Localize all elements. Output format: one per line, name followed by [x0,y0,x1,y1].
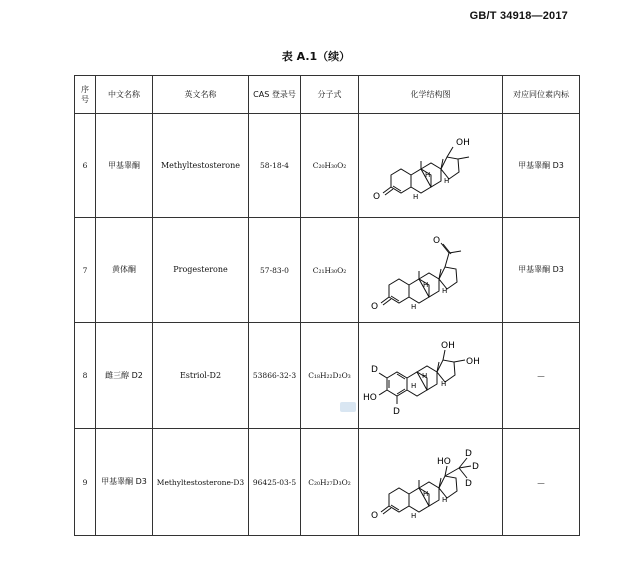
table-row [75,114,580,218]
row-cas: 57-83-0 [249,218,301,323]
row-cn-name: 雌三醇 D2 [96,323,153,429]
row-en-name: Progesterone [153,218,249,323]
structure-h-label: H [422,490,428,498]
row-structure [359,218,503,323]
structure-deuterium-label: D [471,462,479,472]
row-index: 8 [75,323,96,429]
structure-h-label: H [443,176,449,185]
structure-h-label: H [412,192,418,201]
row-cn-name: 甲基睾酮 [96,114,153,218]
structure-oh-label: OH [440,340,455,351]
structure-oh-label: OH [465,356,480,367]
structure-deuterium-label: D [464,449,472,459]
structure-oxygen-label: O [370,511,378,521]
structure-ho-label: HO [362,392,377,403]
row-en-name: Methyltestosterone-D3 [153,429,249,536]
structure-oxygen-label: O [432,236,440,246]
standard-code: GB/T 34918—2017 [469,10,568,22]
row-index: 7 [75,218,96,323]
header-structure: 化学结构图 [359,76,503,114]
header-isotope: 对应同位素内标 [503,76,580,114]
header-cn-name: 中文名称 [96,76,153,114]
structure-oh-label: OH [455,137,470,148]
structure-h-label: H [410,303,416,311]
header-formula: 分子式 [301,76,359,114]
watermark-logo [340,402,356,412]
row-cas: 53866-32-3 [249,323,301,429]
structure-h-label: H [424,170,430,179]
header-cas: CAS 登录号 [249,76,301,114]
structure-ho-label: HO [436,457,451,467]
row-formula: C₂₀H₂₇D₃O₂ [301,429,359,536]
structure-deuterium-label: D [464,479,472,489]
row-cas: 58-18-4 [249,114,301,218]
methyltestosterone-d3-structure-icon [361,432,501,532]
structure-h-label: H [422,281,428,289]
structure-deuterium-label: D [392,406,400,417]
table-caption: 表 A.1（续） [281,50,351,63]
row-isotope: 甲基睾酮 D3 [503,114,580,218]
row-en-name: Estriol-D2 [153,323,249,429]
table-row [75,218,580,323]
row-formula: C₂₀H₃₀O₂ [301,114,359,218]
structure-h-label: H [440,379,446,388]
structure-h-label: H [421,371,427,380]
row-isotope: — [503,323,580,429]
row-cn-name: 黄体酮 [96,218,153,323]
row-en-name: Methyltestosterone [153,114,249,218]
header-index: 序号 [75,76,96,114]
compound-table [74,75,580,536]
row-structure [359,114,503,218]
row-isotope: — [503,429,580,536]
row-index: 9 [75,429,96,536]
methyltestosterone-structure-icon [361,117,501,215]
structure-oxygen-label: O [372,191,380,202]
structure-deuterium-label: D [370,364,378,375]
row-index: 6 [75,114,96,218]
structure-oxygen-label: O [370,302,378,312]
progesterone-structure-icon [361,221,501,319]
structure-h-label: H [441,287,447,295]
header-en-name: 英文名称 [153,76,249,114]
structure-h-label: H [441,496,447,504]
table-row [75,429,580,536]
row-formula: C₁₈H₂₂D₂O₃ [301,323,359,429]
row-isotope: 甲基睾酮 D3 [503,218,580,323]
structure-h-label: H [410,512,416,520]
table-header-row [75,76,580,114]
row-structure [359,323,503,429]
row-cas: 96425-03-5 [249,429,301,536]
structure-h-label: H [410,381,416,390]
row-cn-name: 甲基睾酮 D3 [96,429,153,536]
row-formula: C₂₁H₃₀O₂ [301,218,359,323]
table-row [75,323,580,429]
estriol-d2-structure-icon [361,326,501,426]
row-structure [359,429,503,536]
